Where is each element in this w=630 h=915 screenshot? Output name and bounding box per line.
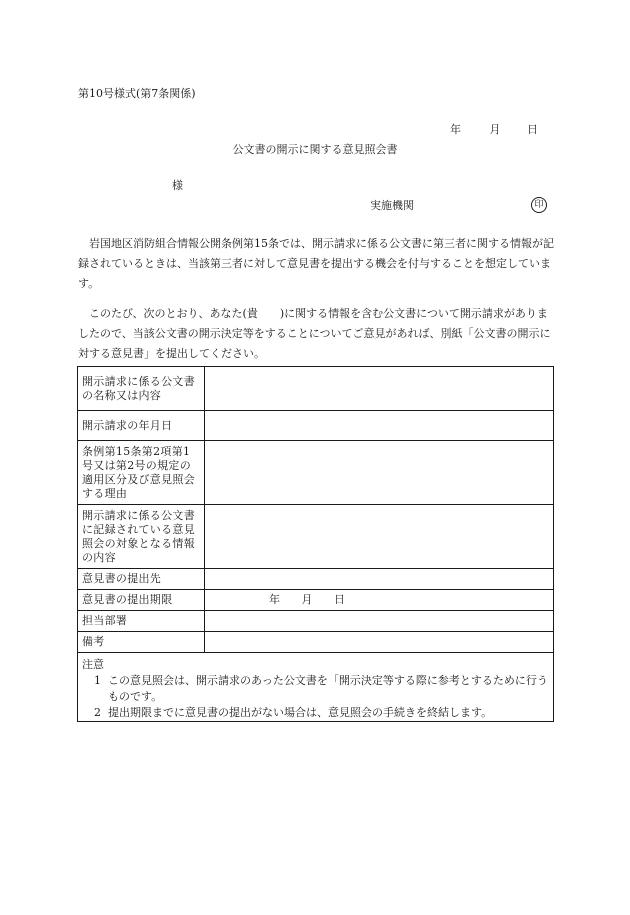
row-value-field [205,367,554,411]
table-row [78,367,554,411]
deadline-date [205,590,554,611]
form-number: 第10号様式(第7条関係) [78,87,196,100]
document-title: 公文書の開示に関する意見照会書 [232,143,398,156]
table-row [78,411,554,441]
row-value-field [205,611,554,632]
notes-heading: 注意 [82,658,104,671]
note-item [82,673,549,705]
row-label: 条例第15条第2項第1号又は第2号の規定の適用区分及び意見照会する理由 [78,441,205,505]
row-value-field [205,569,554,590]
intro-paragraph: 岩国地区消防組合情報公開条例第15条では、開示請求に係る公文書に第三者に関する情報が記録されているときは、当該第三者に対して意見書を提出する機会を付与することを想定しています。 [78,237,554,290]
date-year: 年 [450,123,461,136]
table-row [78,569,554,590]
date-month: 月 [489,123,501,136]
notes-box [77,652,554,722]
deadline-month: 月 [301,593,313,606]
row-label: 意見書の提出期限 [78,590,205,611]
row-label: 備考 [78,632,205,653]
row-value-field [205,441,554,505]
request-paragraph: このたび、次のとおり、あなた(貴 )に関する情報を含む公文書について開示請求がありましたので、当該公文書の開示決定等をすることについてご意見があれば、別紙「公文書の開示に対する意見書」を提出してください。 [78,307,551,360]
row-label: 意見書の提出先 [78,569,205,590]
note-number: 1 [94,674,101,687]
table-row [78,441,554,505]
note-item [82,705,549,721]
note-text: 提出期限までに意見書の提出がない場合は、意見照会の手続きを終結します。 [108,706,493,719]
row-label: 開示請求に係る公文書の名称又は内容 [78,367,205,411]
date-day: 日 [527,123,538,136]
row-value-field [205,411,554,441]
date-line [450,124,538,135]
recipient-suffix: 様 [172,179,183,192]
table-row [78,632,554,653]
note-number: 2 [94,706,101,719]
deadline-day: 日 [334,593,345,606]
seal-mark: 印 [531,197,547,213]
inquiry-table [77,366,554,653]
table-row [78,590,554,611]
table-row [78,505,554,569]
row-label: 開示請求の年月日 [78,411,205,441]
row-label: 担当部署 [78,611,205,632]
note-text: この意見照会は、開示請求のあった公文書を「開示決定等する際に参考とするために行うものです。 [108,674,548,703]
row-value-field [205,632,554,653]
row-label: 開示請求に係る公文書に記録されている意見照会の対象となる情報の内容 [78,505,205,569]
deadline-year: 年 [269,593,280,606]
row-value-field [205,505,554,569]
table-row [78,611,554,632]
sender-label: 実施機関 [370,199,414,212]
